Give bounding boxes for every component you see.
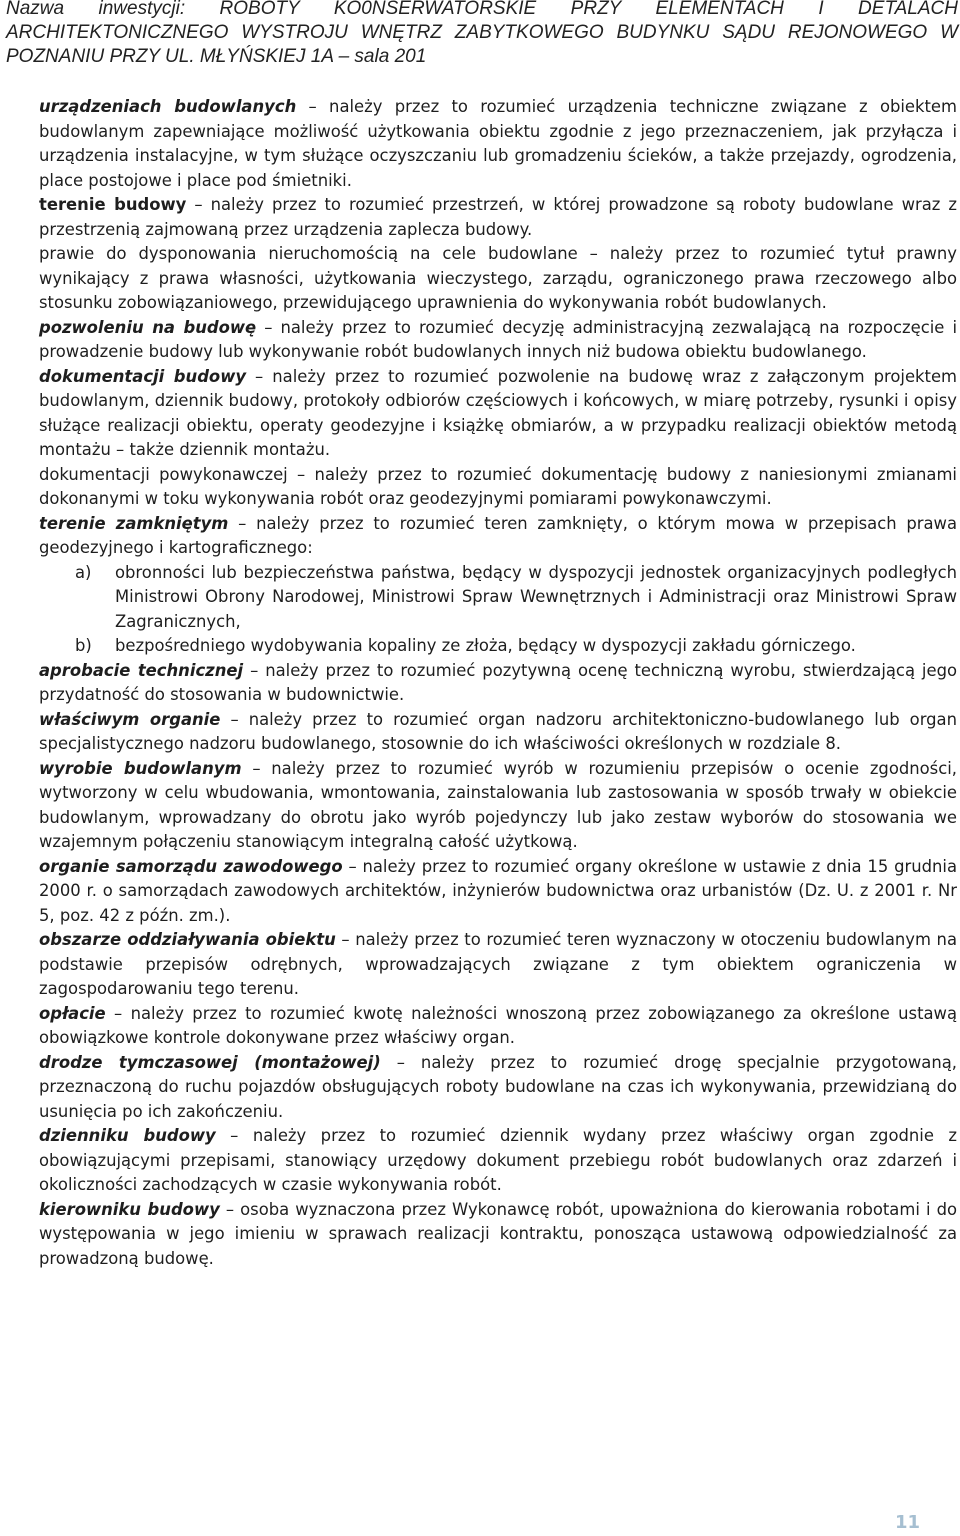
list-marker: a) [75,562,92,582]
definition-text: – należy przez to rozumieć drogę specjalnie przygotowaną, przeznaczoną do ruchu pojazdów obsługujących roboty budowlane na czas ich wykonywania, przewidzianą do usunięcia po ich zakończeniu. [39,1052,957,1121]
definition-term: aprobacie technicznej [39,660,244,680]
definition-text: – należy przez to rozumieć organy określone w ustawie z dnia 15 grudnia 2000 r. o samorządach zawodowych architektów, inżynierów budownictwa oraz urbanistów (Dz. U. z 2001 r. Nr 5, poz. 42 z późn. zm.). [39,856,957,925]
definition-term: obszarze oddziaływania obiektu [39,930,336,949]
definition-item [39,95,957,193]
definition-text: – należy przez to rozumieć teren zamknięty, o którym mowa w przepisach prawa geodezyjnego i kartograficznego: [39,513,958,557]
definition-text: – należy przez to rozumieć pozwolenie na budowę wraz z załączonym projektem budowlanym, dziennik budowy, protokoły odbiorów częściowych i końcowych, w miarę potrzeby, rysunki i opisy służące realizacji obiektu, operaty geodezyjne i książkę obmiarów, a w przypadku realizacji obiektów metodą montażu – także dziennik montażu. [39,366,958,459]
definition-text: – należy przez to rozumieć decyzję administracyjną zezwalającą na rozpoczęcie i prowadzenie budowy lub wykonywanie robót budowlanych innych niż budowa obiektu budowlanego. [39,317,957,361]
definition-term: dokumentacji powykonawczej [39,464,288,484]
definition-item [39,1002,957,1051]
definition-item [39,708,957,757]
header-line-1: Nazwa inwestycji: ROBOTY KO0NSERWATORSKIE PRZY ELEMENTACH I DETALACH [6,0,958,19]
definition-term: pozwoleniu na budowę [39,317,257,337]
list-item [39,561,957,635]
list-item [39,634,957,659]
document-header [6,0,958,69]
definition-term: kierowniku budowy [39,1199,220,1219]
definition-term: opłacie [39,1003,106,1023]
definition-term: terenie zamkniętym [39,513,229,533]
definition-item [39,1051,957,1125]
definition-text: – należy przez to rozumieć kwotę należności wnoszoną przez zobowiązanego za określone ustawą obowiązkowe kontrole dokonywane przez właściwy organ. [39,1003,957,1047]
definition-item [39,365,957,463]
definitions-body [39,95,957,1271]
page-number: 11 [894,1512,920,1533]
definition-term: terenie budowy [39,195,187,214]
definition-item [39,1124,957,1198]
definition-item [39,855,957,929]
definition-term: urządzeniach budowlanych [39,97,297,116]
definition-item [39,316,957,365]
definition-text: – osoba wyznaczona przez Wykonawcę robót, upoważniona do kierowania robotami i do występowania w jego imieniu w sprawach realizacji kontraktu, ponosząca ustawową odpowiedzialność za prowadzoną budowę. [39,1199,958,1268]
definition-text: – należy przez to rozumieć pozytywną ocenę techniczną wyrobu, stwierdzającą jego przydatność do stosowania w budownictwie. [39,660,958,704]
definition-term: drodze tymczasowej (montażowej) [39,1052,381,1072]
list-item-text: obronności lub bezpieczeństwa państwa, będący w dyspozycji jednostek organizacyjnych podległych Ministrowi Obrony Narodowej, Ministrowi Spraw Wewnętrznych i Administracji oraz Ministrowi Spraw Zagranicznych, [115,562,957,631]
definition-text: – należy przez to rozumieć wyrób w rozumieniu przepisów o ocenie zgodności, wytworzony w celu wbudowania, wmontowania, zainstalowania lub zastosowania w sposób trwały w obiekcie budowlanym, wprowadzany do obrotu jako wyrób pojedynczy lub jako zestaw wyborów do stosowania we wzajemnym połączeniu stanowiącym integralną całość użytkową. [39,758,957,851]
header-line-2: ARCHITEKTONICZNEGO WYSTROJU WNĘTRZ ZABYTKOWEGO BUDYNKU SĄDU REJONOWEGO W [6,22,958,43]
definition-text: – należy przez to rozumieć urządzenia techniczne związane z obiektem budowlanym zapewniające możliwość użytkowania obiektu zgodnie z jego przeznaczeniem, jak przyłącza i urządzenia instalacyjne, w tym służące oczyszczaniu lub gromadzeniu ścieków, a także przejazdy, ogrodzenia, place postojowe i place pod śmietniki. [39,97,957,190]
definition-text: – należy przez to rozumieć teren wyznaczony w otoczeniu budowlanym na podstawie przepisów odrębnych, wprowadzających związane z tym obiektem ograniczenia w zagospodarowaniu tego terenu. [39,930,957,998]
definition-text: – należy przez to rozumieć dokumentację budowy z naniesionymi zmianami dokonanymi w toku wykonywania robót oraz geodezyjnymi pomiarami powykonawczymi. [39,464,957,508]
list-item-text: bezpośredniego wydobywania kopaliny ze złoża, będący w dyspozycji zakładu górniczego. [115,636,856,655]
closed-area-list [39,561,957,659]
definition-item [39,757,957,855]
definition-item [39,463,957,512]
list-marker: b) [75,636,92,655]
definition-term: wyrobie budowlanym [39,758,242,778]
definition-text: – należy przez to rozumieć przestrzeń, w której prowadzone są roboty budowlane wraz z przestrzenią zajmowaną przez urządzenia zaplecza budowy. [39,195,958,239]
definition-term: dzienniku budowy [39,1126,216,1145]
definition-item [39,1198,957,1272]
header-line-3: POZNANIU PRZY UL. MŁYŃSKIEJ 1A – sala 201 [6,46,427,67]
definition-text: – należy przez to rozumieć organ nadzoru architektoniczno-budowlanego lub organ specjalistycznego nadzoru budowlanego, stosownie do ich właściwości określonych w rozdziale 8. [39,709,957,753]
definition-term: właściwym organie [39,709,221,729]
definition-item [39,659,957,708]
definition-text: – należy przez to rozumieć tytuł prawny wynikający z prawa własności, użytkowania wieczystego, zarządu, ograniczonego prawa rzeczowego albo stosunku zobowiązaniowego, przewidującego uprawnienia do wykonywania robót budowlanych. [39,244,957,312]
definition-item [39,242,957,316]
definition-item [39,193,957,242]
definition-item [39,928,957,1002]
definition-term: organie samorządu zawodowego [39,856,343,876]
definition-term: dokumentacji budowy [39,366,247,386]
definition-item [39,512,957,561]
definition-text: – należy przez to rozumieć dziennik wydany przez właściwy organ zgodnie z obowiązującymi przepisami, stanowiący urzędowy dokument przebiegu robót budowlanych oraz zdarzeń i okoliczności zachodzących w czasie wykonywania robót. [39,1126,957,1194]
definition-term: prawie do dysponowania nieruchomością na cele budowlane [39,244,578,263]
